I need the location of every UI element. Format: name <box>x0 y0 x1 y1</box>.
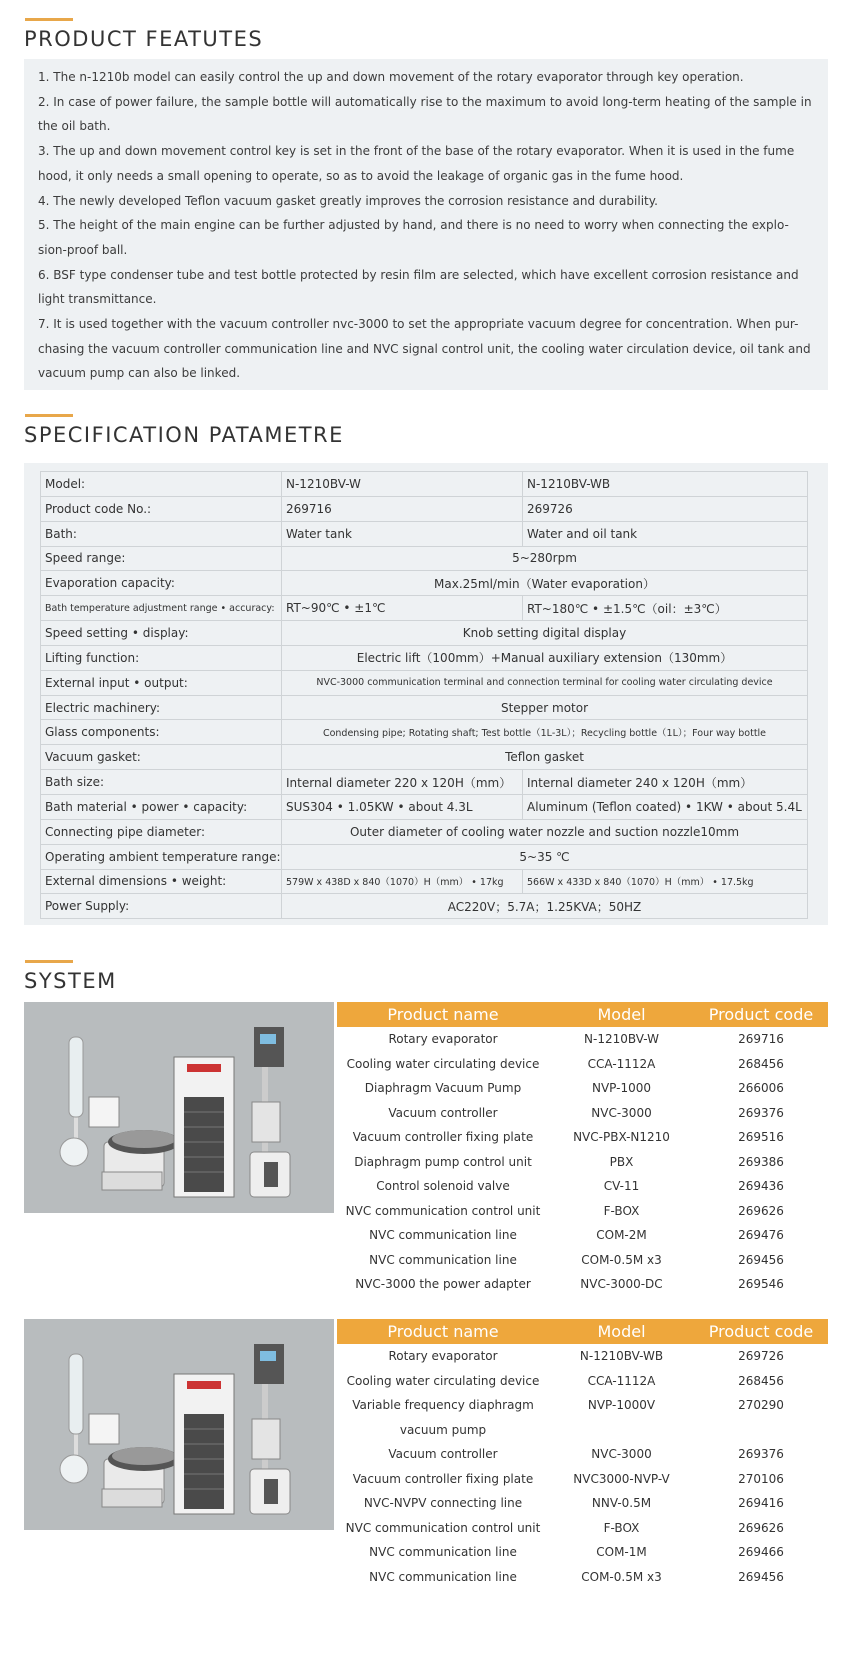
feature-item: 4. The newly developed Teflon vacuum gasket greatly improves the corrosion resistance and durability. <box>38 193 658 208</box>
product-code-cell: 270106 <box>738 1471 784 1486</box>
product-name: Vacuum controller <box>388 1105 498 1120</box>
spec-value: NVC-3000 communication terminal and connection terminal for cooling water circulating device <box>282 670 808 695</box>
system-table-wb <box>337 1319 828 1589</box>
spec-value-wb: 566W x 433D x 840（1070）H（mm） • 17.5kg <box>523 869 808 894</box>
spec-value: 5~35 ℃ <box>282 844 808 869</box>
spec-label: Bath: <box>41 521 282 546</box>
model-cell: NVC-3000 <box>591 1105 652 1120</box>
spec-value-w: 269716 <box>282 496 523 521</box>
system-row <box>337 1467 828 1492</box>
product-photo-wb <box>24 1319 334 1530</box>
product-code-cell: 269716 <box>738 1032 784 1047</box>
spec-row <box>41 869 808 894</box>
product-name-cell <box>337 1081 549 1095</box>
header-product-name: Product name <box>387 1322 499 1341</box>
product-name-cell <box>337 1349 549 1363</box>
product-photo-w <box>24 1002 334 1213</box>
product-name: Vacuum controller <box>388 1447 498 1462</box>
product-name-cell <box>337 1253 549 1267</box>
product-name-cell <box>337 1204 549 1218</box>
spec-panel <box>24 463 828 925</box>
product-name-cell <box>337 1106 549 1120</box>
product-code-cell: 269476 <box>738 1228 784 1243</box>
product-code-cell: 268456 <box>738 1373 784 1388</box>
spec-row <box>41 521 808 546</box>
spec-label: Product code No.: <box>41 496 282 521</box>
spec-row <box>41 794 808 819</box>
product-code-cell: 269456 <box>738 1569 784 1584</box>
product-name-cell <box>337 1570 549 1584</box>
product-name-line2: vacuum pump <box>399 1422 487 1437</box>
model-cell: NVP-1000 <box>591 1081 652 1096</box>
spec-row <box>41 571 808 596</box>
spec-value: Electric lift（100mm）+Manual auxiliary extension（130mm） <box>282 645 808 670</box>
product-name-cell <box>337 1155 549 1169</box>
product-code-cell: 269456 <box>738 1252 784 1267</box>
spec-value-wb: 269726 <box>523 496 808 521</box>
feature-item: 2. In case of power failure, the sample bottle will automatically rise to the maximum to avoid long-term heating of the sample in the oil bath. <box>38 94 812 134</box>
system-row <box>337 1516 828 1541</box>
product-name-cell <box>337 1057 549 1071</box>
spec-label: Bath temperature adjustment range • accuracy: <box>41 596 282 621</box>
product-name-cell <box>337 1393 549 1442</box>
spec-label: Evaporation capacity: <box>41 571 282 596</box>
spec-value-wb: RT~180℃ • ±1.5℃（oil：±3℃） <box>523 596 808 621</box>
model-cell: F-BOX <box>603 1520 640 1535</box>
product-code-cell: 269466 <box>738 1545 784 1560</box>
accent-bar <box>25 18 73 21</box>
feature-item: 5. The height of the main engine can be further adjusted by hand, and there is no need to worry when connecting the explo-sion-proof ball. <box>38 218 789 257</box>
spec-row <box>41 596 808 621</box>
spec-value: Outer diameter of cooling water nozzle and suction nozzle10mm <box>282 819 808 844</box>
spec-label: Model: <box>41 472 282 497</box>
spec-row <box>41 670 808 695</box>
product-name-cell <box>337 1447 549 1461</box>
model-cell: N-1210BV-W <box>584 1032 659 1047</box>
product-name: NVC communication control unit <box>345 1520 541 1535</box>
model-cell: NVC-PBX-N1210 <box>573 1130 670 1145</box>
system-row <box>337 1076 828 1101</box>
spec-row <box>41 894 808 919</box>
product-name-cell <box>337 1545 549 1559</box>
spec-value-w: 579W x 438D x 840（1070）H（mm） • 17kg <box>282 869 523 894</box>
feature-item: 1. The n-1210b model can easily control the up and down movement of the rotary evaporator through key operation. <box>38 70 744 84</box>
product-code-cell: 269516 <box>738 1130 784 1145</box>
product-code-cell: 266006 <box>738 1081 784 1096</box>
product-name: Cooling water circulating device <box>346 1373 540 1388</box>
system-table-header <box>337 1319 828 1344</box>
product-name: Vacuum controller fixing plate <box>352 1471 534 1486</box>
header-model: Model <box>597 1322 646 1341</box>
product-name-cell <box>337 1374 549 1388</box>
product-name-cell <box>337 1521 549 1535</box>
features-panel <box>24 59 828 390</box>
product-name: NVC communication line <box>369 1228 517 1243</box>
model-cell: N-1210BV-WB <box>579 1349 664 1364</box>
spec-value-w: Internal diameter 220 x 120H（mm） <box>282 770 523 795</box>
product-name: NVC communication line <box>369 1252 517 1267</box>
spec-row <box>41 844 808 869</box>
product-code-cell: 269416 <box>738 1496 784 1511</box>
spec-label: Lifting function: <box>41 645 282 670</box>
spec-value-w: N-1210BV-W <box>282 472 523 497</box>
product-name-cell <box>337 1472 549 1486</box>
product-code-cell: 269376 <box>738 1105 784 1120</box>
product-name-cell <box>337 1228 549 1242</box>
spec-value: 5~280rpm <box>282 546 808 571</box>
spec-row <box>41 645 808 670</box>
spec-row <box>41 472 808 497</box>
spec-label: Speed setting • display: <box>41 621 282 646</box>
product-name: NVC communication control unit <box>345 1203 541 1218</box>
product-name: Diaphragm pump control unit <box>354 1154 532 1169</box>
model-cell: CCA-1112A <box>587 1373 656 1388</box>
product-code-cell: 269436 <box>738 1179 784 1194</box>
spec-value-wb: Internal diameter 240 x 120H（mm） <box>523 770 808 795</box>
spec-label: External dimensions • weight: <box>41 869 282 894</box>
model-cell: COM-1M <box>596 1545 647 1560</box>
product-name: Variable frequency diaphragm <box>352 1398 534 1412</box>
spec-row <box>41 819 808 844</box>
system-table-w <box>337 1002 828 1297</box>
spec-label: Glass components: <box>41 720 282 745</box>
spec-value-w: Water tank <box>282 521 523 546</box>
system-row <box>337 1223 828 1248</box>
spec-value-w: SUS304 • 1.05KW • about 4.3L <box>282 794 523 819</box>
product-name: Control solenoid valve <box>376 1179 510 1194</box>
spec-value-w: RT~90℃ • ±1℃ <box>282 596 523 621</box>
spec-title: SPECIFICATION PATAMETRE <box>24 423 344 447</box>
system-row <box>337 1150 828 1175</box>
system-row <box>337 1248 828 1273</box>
system-row <box>337 1540 828 1565</box>
product-name-cell <box>337 1277 549 1291</box>
spec-value-wb: Water and oil tank <box>523 521 808 546</box>
product-name: NVC communication line <box>369 1545 517 1560</box>
spec-value: Condensing pipe; Rotating shaft; Test bottle（1L-3L）；Recycling bottle（1L）；Four way bottle <box>282 720 808 745</box>
spec-row <box>41 770 808 795</box>
spec-row <box>41 621 808 646</box>
product-code-cell: 269626 <box>738 1203 784 1218</box>
accent-bar <box>25 414 73 417</box>
spec-label: Speed range: <box>41 546 282 571</box>
features-title: PRODUCT FEATUTES <box>24 27 264 51</box>
product-name-cell <box>337 1032 549 1046</box>
spec-row <box>41 546 808 571</box>
product-name: Cooling water circulating device <box>346 1056 540 1071</box>
system-row <box>337 1491 828 1516</box>
product-code-cell: 270290 <box>738 1398 784 1412</box>
feature-item: 6. BSF type condenser tube and test bottle protected by resin film are selected, which have excellent corrosion resistance and light transmittance. <box>38 267 799 307</box>
product-name: Rotary evaporator <box>388 1032 498 1047</box>
model-cell: PBX <box>609 1154 634 1169</box>
spec-row <box>41 745 808 770</box>
model-cell: NVC-3000 <box>591 1447 652 1462</box>
header-product-name: Product name <box>387 1005 499 1024</box>
product-code-cell: 268456 <box>738 1056 784 1071</box>
accent-bar <box>25 960 73 963</box>
model-cell: NVP-1000V <box>587 1398 656 1412</box>
spec-table <box>40 471 808 919</box>
system-row <box>337 1027 828 1052</box>
product-code-cell: 269386 <box>738 1154 784 1169</box>
model-cell: F-BOX <box>603 1203 640 1218</box>
product-name-cell <box>337 1179 549 1193</box>
system-row <box>337 1199 828 1224</box>
model-cell: COM-0.5M x3 <box>581 1569 662 1584</box>
system-row <box>337 1393 828 1442</box>
model-cell: CCA-1112A <box>587 1056 656 1071</box>
product-name: Diaphragm Vacuum Pump <box>364 1081 522 1096</box>
spec-value: Knob setting digital display <box>282 621 808 646</box>
system-row <box>337 1125 828 1150</box>
product-name: NVC-3000 the power adapter <box>355 1277 531 1292</box>
product-code-cell: 269546 <box>738 1277 784 1292</box>
spec-label: Electric machinery: <box>41 695 282 720</box>
feature-item: 7. It is used together with the vacuum controller nvc-3000 to set the appropriate vacuum degree for concentration. When pur-chasing the vacuum controller communication line and NVC signal control unit, the cooling water circulation device, oil tank and vacuum pump can also be linked. <box>38 317 811 381</box>
system-row <box>337 1442 828 1467</box>
system-row <box>337 1344 828 1369</box>
spec-label: Connecting pipe diameter: <box>41 819 282 844</box>
spec-value: AC220V；5.7A；1.25KVA；50HZ <box>282 894 808 919</box>
product-code-cell: 269726 <box>738 1349 784 1364</box>
spec-value-wb: N-1210BV-WB <box>523 472 808 497</box>
header-product-code: Product code <box>708 1005 814 1024</box>
spec-value: Teflon gasket <box>282 745 808 770</box>
product-code-cell: 269376 <box>738 1447 784 1462</box>
spec-row <box>41 496 808 521</box>
system-row <box>337 1052 828 1077</box>
system-row <box>337 1174 828 1199</box>
system-row <box>337 1565 828 1590</box>
spec-label: Operating ambient temperature range: <box>41 844 282 869</box>
system-row <box>337 1369 828 1394</box>
model-cell: COM-0.5M x3 <box>581 1252 662 1267</box>
spec-value-wb: Aluminum (Teflon coated) • 1KW • about 5.4L <box>523 794 808 819</box>
model-cell: NVC-3000-DC <box>580 1277 663 1292</box>
spec-label: Power Supply: <box>41 894 282 919</box>
product-name: NVC-NVPV connecting line <box>363 1496 523 1511</box>
product-name: Rotary evaporator <box>388 1349 498 1364</box>
product-name-cell <box>337 1496 549 1510</box>
model-cell: NVC3000-NVP-V <box>573 1471 670 1486</box>
spec-row <box>41 720 808 745</box>
header-model: Model <box>597 1005 646 1024</box>
system-table-header <box>337 1002 828 1027</box>
spec-row <box>41 695 808 720</box>
model-cell: NNV-0.5M <box>591 1496 652 1511</box>
system-row <box>337 1272 828 1297</box>
product-code-cell: 269626 <box>738 1520 784 1535</box>
product-name: Vacuum controller fixing plate <box>352 1130 534 1145</box>
spec-label: Bath size: <box>41 770 282 795</box>
spec-label: Bath material • power • capacity: <box>41 794 282 819</box>
feature-item: 3. The up and down movement control key is set in the front of the base of the rotary evaporator. When it is used in the fume hood, it only needs a small opening to operate, so as to avoid the leakage of organic gas in the fume hood. <box>38 144 795 183</box>
header-product-code: Product code <box>708 1322 814 1341</box>
spec-value: Stepper motor <box>282 695 808 720</box>
product-name: NVC communication line <box>369 1569 517 1584</box>
product-name-cell <box>337 1130 549 1144</box>
system-title: SYSTEM <box>24 969 117 993</box>
spec-value: Max.25ml/min（Water evaporation） <box>282 571 808 596</box>
spec-label: External input • output: <box>41 670 282 695</box>
system-row <box>337 1101 828 1126</box>
model-cell: CV-11 <box>603 1179 640 1194</box>
spec-label: Vacuum gasket: <box>41 745 282 770</box>
model-cell: COM-2M <box>596 1228 647 1243</box>
